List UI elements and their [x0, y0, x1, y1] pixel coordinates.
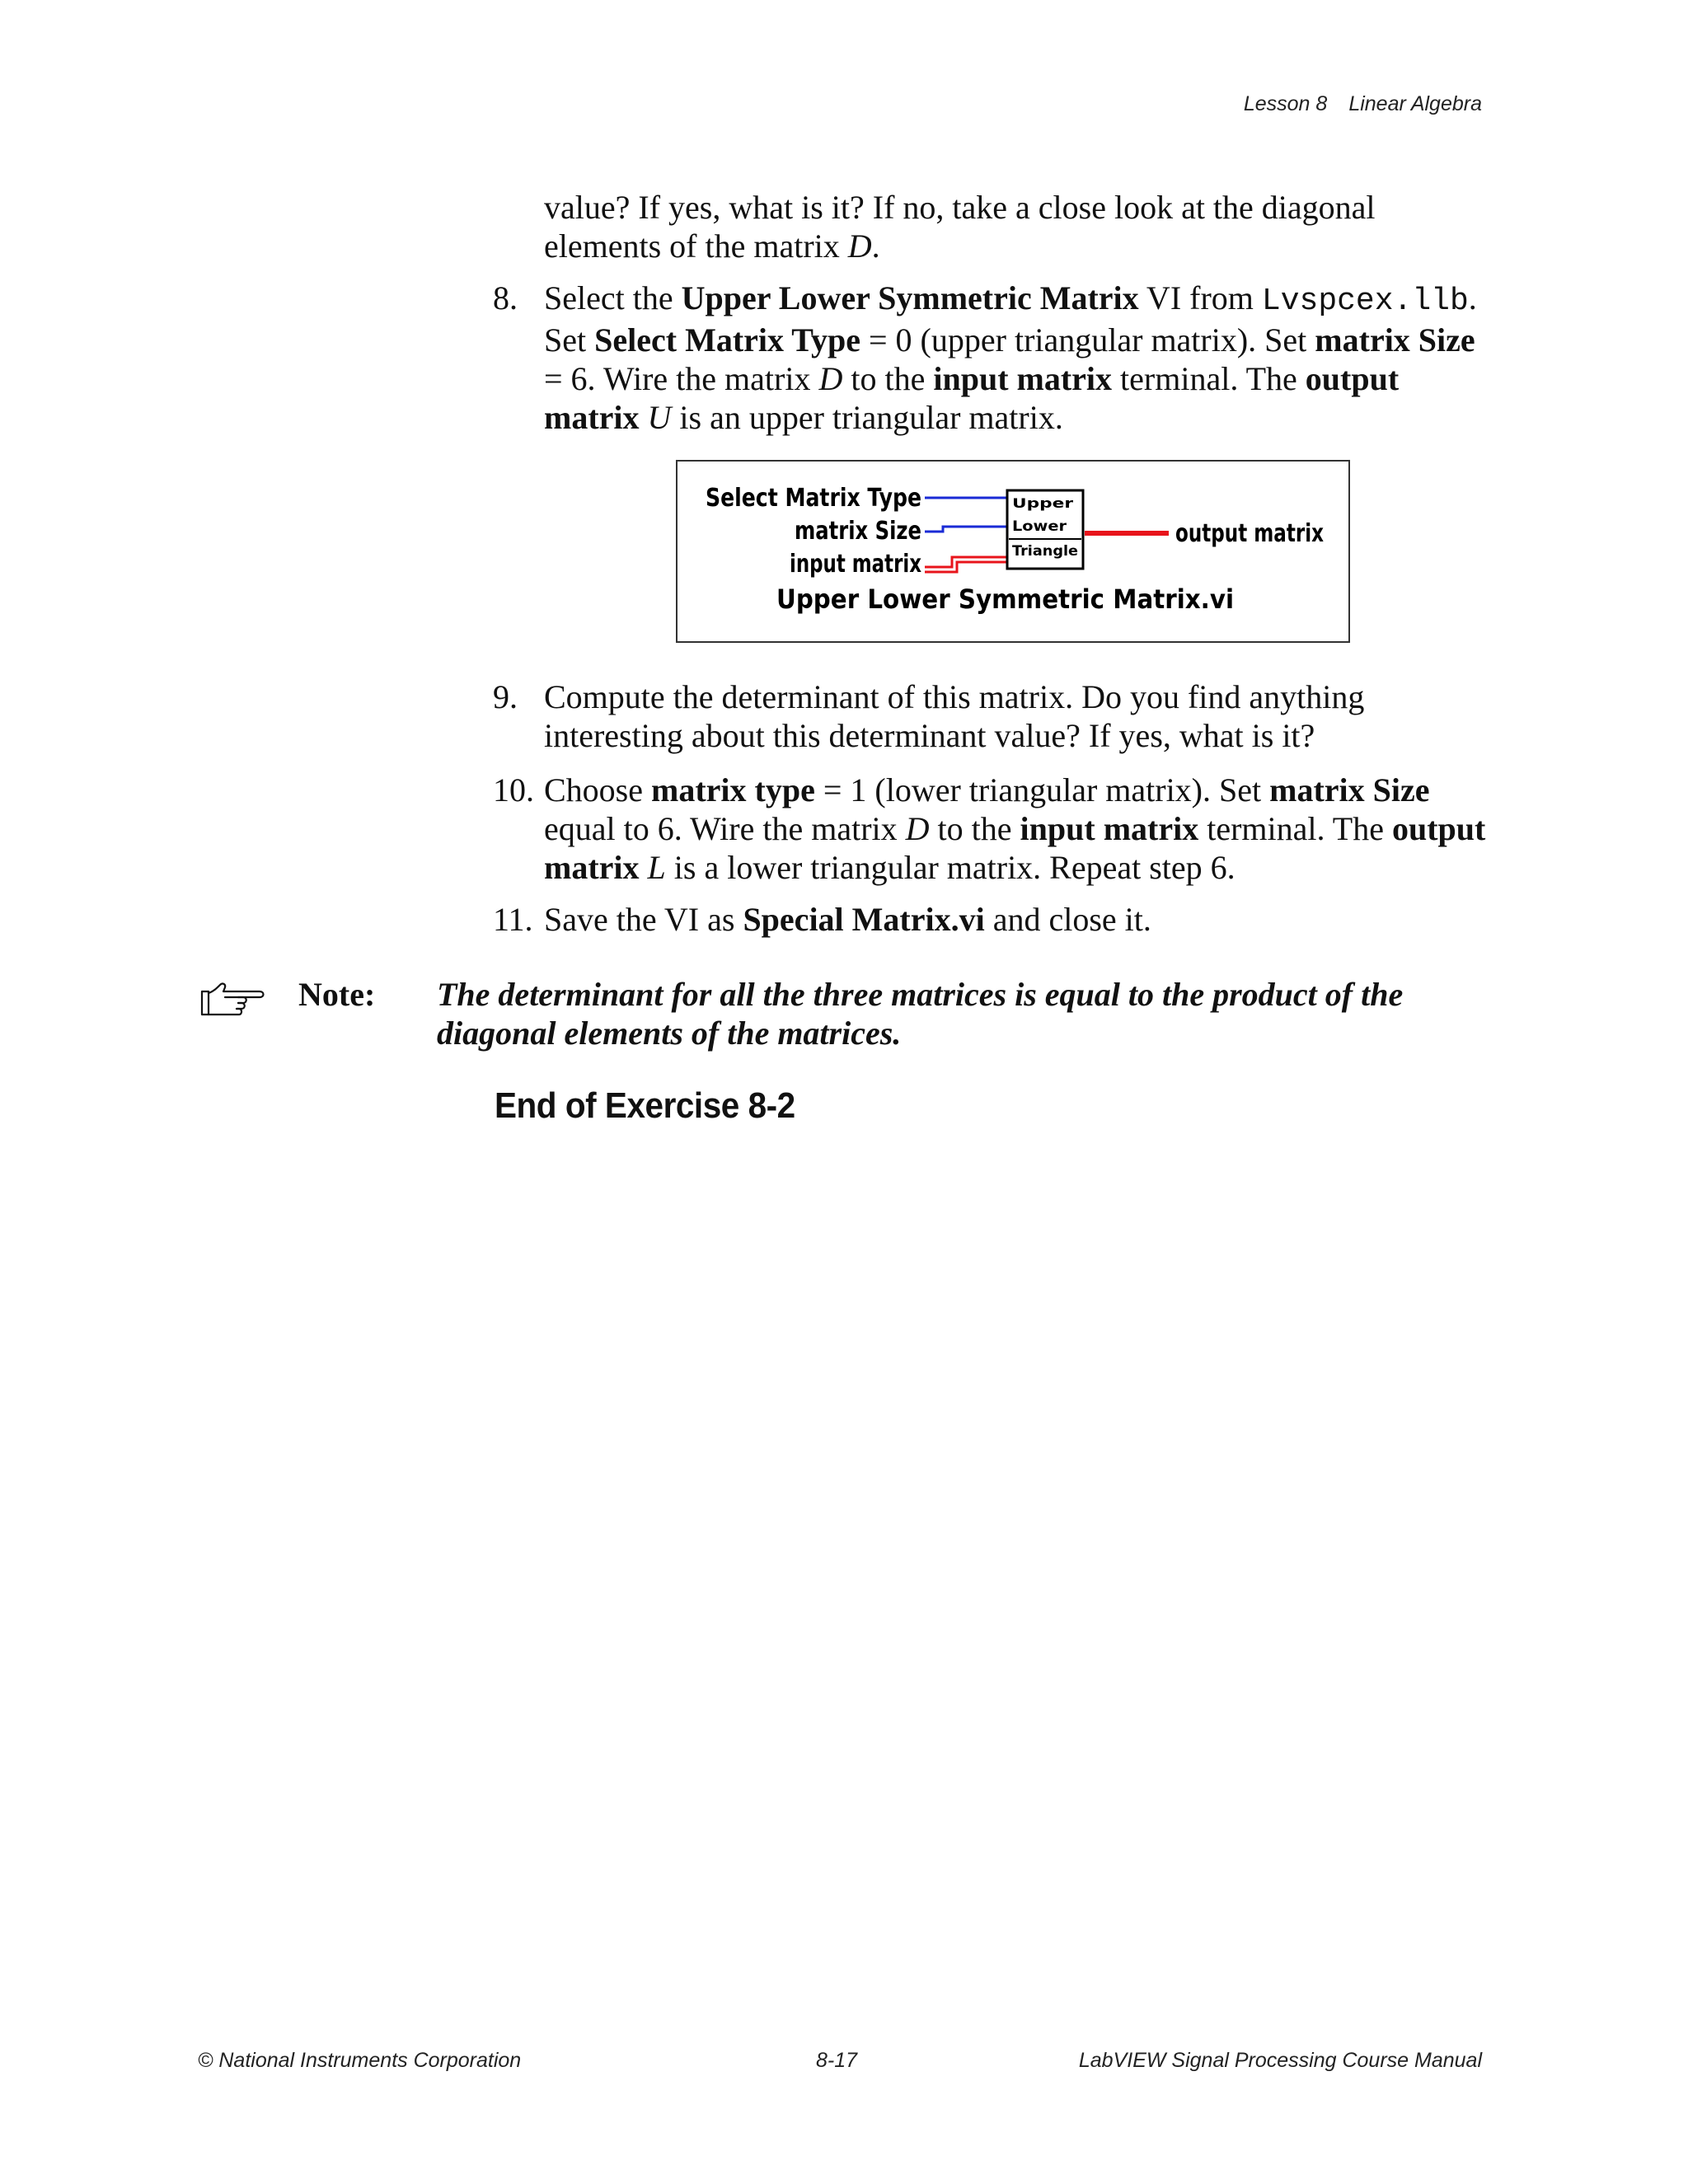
header-title: Linear Algebra: [1348, 92, 1482, 115]
matrix-size-term: matrix Size: [1269, 771, 1430, 808]
input-matrix-term: input matrix: [1020, 810, 1199, 847]
library-name: Lvspcex.llb: [1261, 284, 1469, 319]
vi-filename: Special Matrix.vi: [743, 901, 985, 938]
step-number: 8.: [493, 279, 518, 316]
matrix-l-symbol: L: [647, 849, 666, 886]
vi-icon-line-1: Upper: [1012, 495, 1074, 511]
matrix-type-term: matrix type: [651, 771, 815, 808]
step-number: 11.: [493, 901, 533, 938]
header-lesson: Lesson 8: [1243, 92, 1328, 115]
step-11: [493, 900, 1492, 939]
step-8-text: Select the Upper Lower Symmetric Matrix VI from Lvspcex.llb. Set Select Matrix Type = 0 (upper triangular matrix). Set matrix Size = 6. Wire the matrix D to the input matrix terminal. The output matrix U is an upper triangular matrix.: [544, 279, 1477, 436]
step-9-text: Compute the determinant of this matrix. Do you find anything interesting about this determinant value? If yes, what is it?: [544, 678, 1365, 754]
vi-icon: [1007, 490, 1083, 569]
note-text: The determinant for all the three matrices is equal to the product of the diagonal elements of the matrices.: [437, 976, 1404, 1052]
pointing-hand-icon: [200, 982, 268, 1018]
matrix-size-term: matrix Size: [1315, 321, 1475, 359]
footer-page-number: 8-17: [816, 2049, 858, 2072]
vi-icon-line-3: Triangle: [1012, 543, 1078, 560]
end-of-exercise-heading: End of Exercise 8-2: [495, 1085, 795, 1126]
footer-manual-title: LabVIEW Signal Processing Course Manual: [1078, 2049, 1482, 2072]
matrix-d-symbol: D: [847, 227, 872, 265]
continuation-paragraph: value? If yes, what is it? If no, take a close look at the diagonal elements of the matrix D.: [544, 189, 1376, 265]
step-8: [493, 279, 1492, 437]
vi-icon-line-2: Lower: [1012, 518, 1067, 535]
note-label: Note:: [298, 976, 376, 1013]
vi-name: Upper Lower Symmetric Matrix: [681, 279, 1139, 316]
vi-connector-diagram: [678, 462, 1352, 644]
matrix-u-symbol: U: [647, 399, 672, 436]
step-9: [493, 677, 1492, 755]
matrix-d-symbol: D: [818, 360, 843, 397]
step-10: [493, 771, 1492, 887]
figure-caption: Upper Lower Symmetric Matrix.vi: [776, 583, 1234, 615]
input-matrix-term: input matrix: [933, 360, 1113, 397]
step-10-text: Choose matrix type = 1 (lower triangular matrix). Set matrix Size equal to 6. Wire the matrix D to the input matrix terminal. The output matrix L is a lower triangular matrix. Repeat step 6.: [544, 771, 1486, 886]
step-number: 10.: [493, 771, 534, 808]
label-matrix-size: matrix Size: [795, 517, 921, 546]
label-output-matrix: output matrix: [1175, 519, 1324, 548]
output-matrix-term: output matrix: [544, 810, 1486, 886]
matrix-d-symbol: D: [905, 810, 930, 847]
label-select-matrix-type: Select Matrix Type: [706, 484, 921, 513]
vi-connector-figure: [676, 460, 1350, 643]
wire-matrix-size: [925, 527, 1007, 532]
footer-copyright: © National Instruments Corporation: [198, 2049, 522, 2072]
select-matrix-type-term: Select Matrix Type: [594, 321, 860, 359]
running-header: [1244, 92, 1482, 116]
step-11-text: Save the VI as Special Matrix.vi and close it.: [544, 901, 1151, 938]
step-number: 9.: [493, 678, 518, 715]
label-input-matrix: input matrix: [790, 550, 921, 579]
output-matrix-term: output matrix: [544, 360, 1400, 436]
